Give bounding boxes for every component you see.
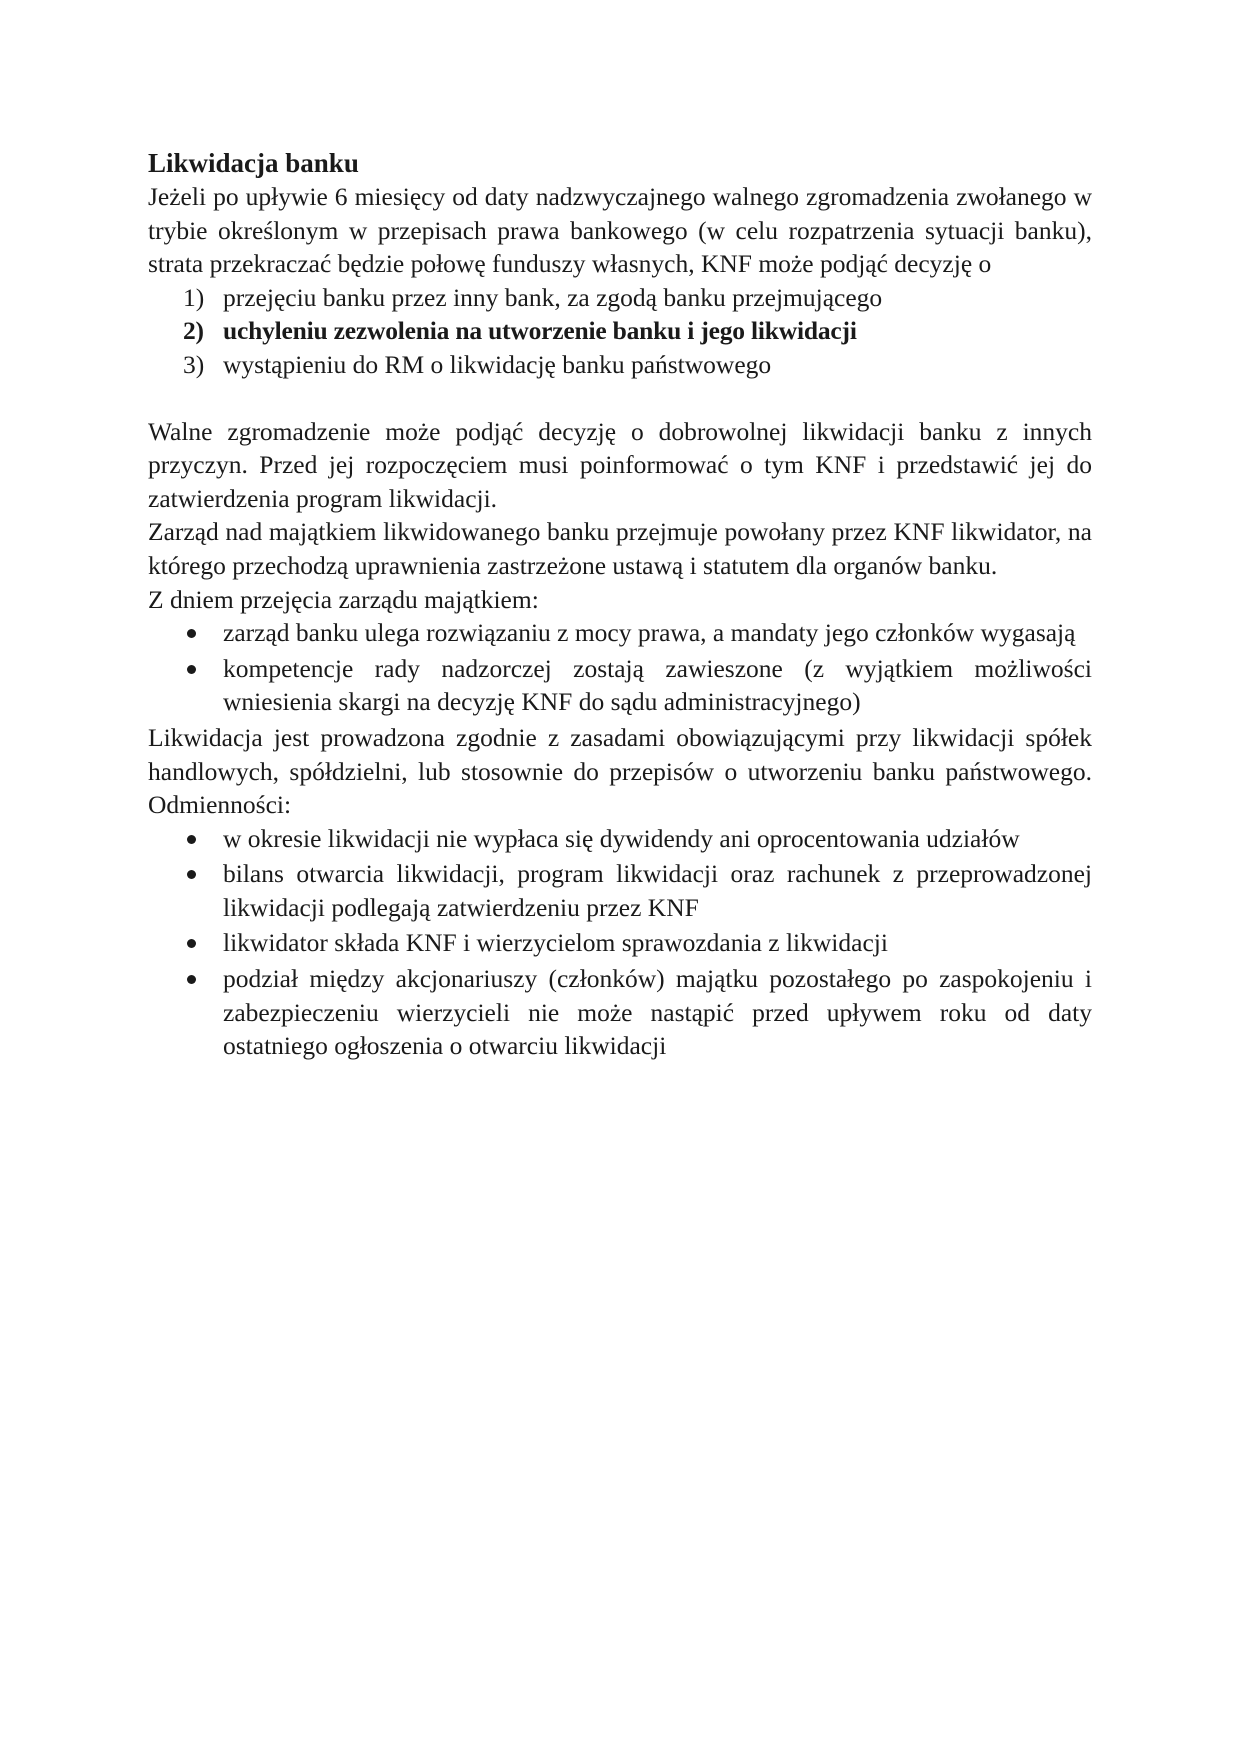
list-item-text: zarząd banku ulega rozwiązaniu z mocy prawa, a mandaty jego członków wygasają: [223, 618, 1076, 648]
decision-number: 1): [183, 282, 205, 312]
decision-list: [148, 281, 1092, 382]
decision-text: przejęciu banku przez inny bank, za zgodą banku przejmującego: [223, 282, 883, 312]
list-item-text: podział między akcjonariuszy (członków) majątku pozostałego po zaspokojeniu i zabezpieczeniu wierzycieli nie może nastąpić przed upływem roku od daty ostatniego ogłoszenia o otwarciu likwidacji: [223, 964, 1092, 1061]
decision-number: 2): [183, 316, 204, 346]
voluntary-liquidation-paragraph: Walne zgromadzenie może podjąć decyzję o dobrowolnej likwidacji banku z innych przyczyn. Przed jej rozpoczęciem musi poinformować o tym KNF i przedstawić jej do zatwierdzenia program likwidacji.: [148, 416, 1092, 513]
intro-paragraph: Jeżeli po upływie 6 miesięcy od daty nadzwyczajnego walnego zgromadzenia zwołanego w trybie określonym w przepisach prawa bankowego (w celu rozpatrzenia sytuacji banku), strata przekraczać będzie połowę funduszy własnych, KNF może podjąć decyzję o: [148, 182, 1092, 279]
list-item-text: bilans otwarcia likwidacji, program likwidacji oraz rachunek z przeprowadzonej likwidacji podlegają zatwierdzeniu przez KNF: [223, 859, 1092, 922]
bullet-icon: [187, 629, 196, 638]
decision-text: uchyleniu zezwolenia na utworzenie banku i jego likwidacji: [223, 316, 857, 346]
decision-item: [148, 314, 1092, 348]
list-item-text: w okresie likwidacji nie wypłaca się dywidendy ani oprocentowania udziałów: [223, 823, 1020, 853]
list-item: [148, 962, 1092, 1063]
decision-item: [148, 281, 1092, 315]
paragraph-gap: [148, 382, 1092, 415]
decision-text: wystąpieniu do RM o likwidację banku państwowego: [223, 349, 772, 379]
liquidator-paragraph: Zarząd nad majątkiem likwidowanego banku przejmuje powołany przez KNF likwidator, na którego przechodzą uprawnienia zastrzeżone ustawą i statutem dla organów banku.: [148, 517, 1092, 580]
bullet-icon: [187, 975, 196, 984]
takeover-effects-list: [148, 616, 1092, 719]
decision-item: [148, 348, 1092, 382]
differences-list: [148, 822, 1092, 1063]
list-item-text: likwidator składa KNF i wierzycielom sprawozdania z likwidacji: [223, 928, 888, 958]
list-item-text: kompetencje rady nadzorczej zostają zawieszone (z wyjątkiem możliwości wniesienia skargi na decyzję KNF do sądu administracyjnego): [223, 653, 1092, 717]
document-title: Likwidacja banku: [148, 148, 359, 178]
bullet-icon: [187, 870, 196, 879]
document-page: [148, 146, 1092, 1065]
list-item: [148, 652, 1092, 719]
liquidation-rules-paragraph: Likwidacja jest prowadzona zgodnie z zasadami obowiązującymi przy likwidacji spółek handlowych, spółdzielni, lub stosownie do przepisów o utworzeniu banku państwowego. Odmienności:: [148, 722, 1092, 820]
list-item: [148, 857, 1092, 924]
list-item: [148, 616, 1092, 650]
bullet-icon: [187, 835, 196, 844]
takeover-paragraph: Z dniem przejęcia zarządu majątkiem:: [148, 584, 539, 614]
decision-number: 3): [183, 349, 205, 379]
bullet-icon: [187, 665, 196, 674]
list-item: [148, 926, 1092, 960]
list-item: [148, 822, 1092, 856]
bullet-icon: [187, 939, 196, 948]
